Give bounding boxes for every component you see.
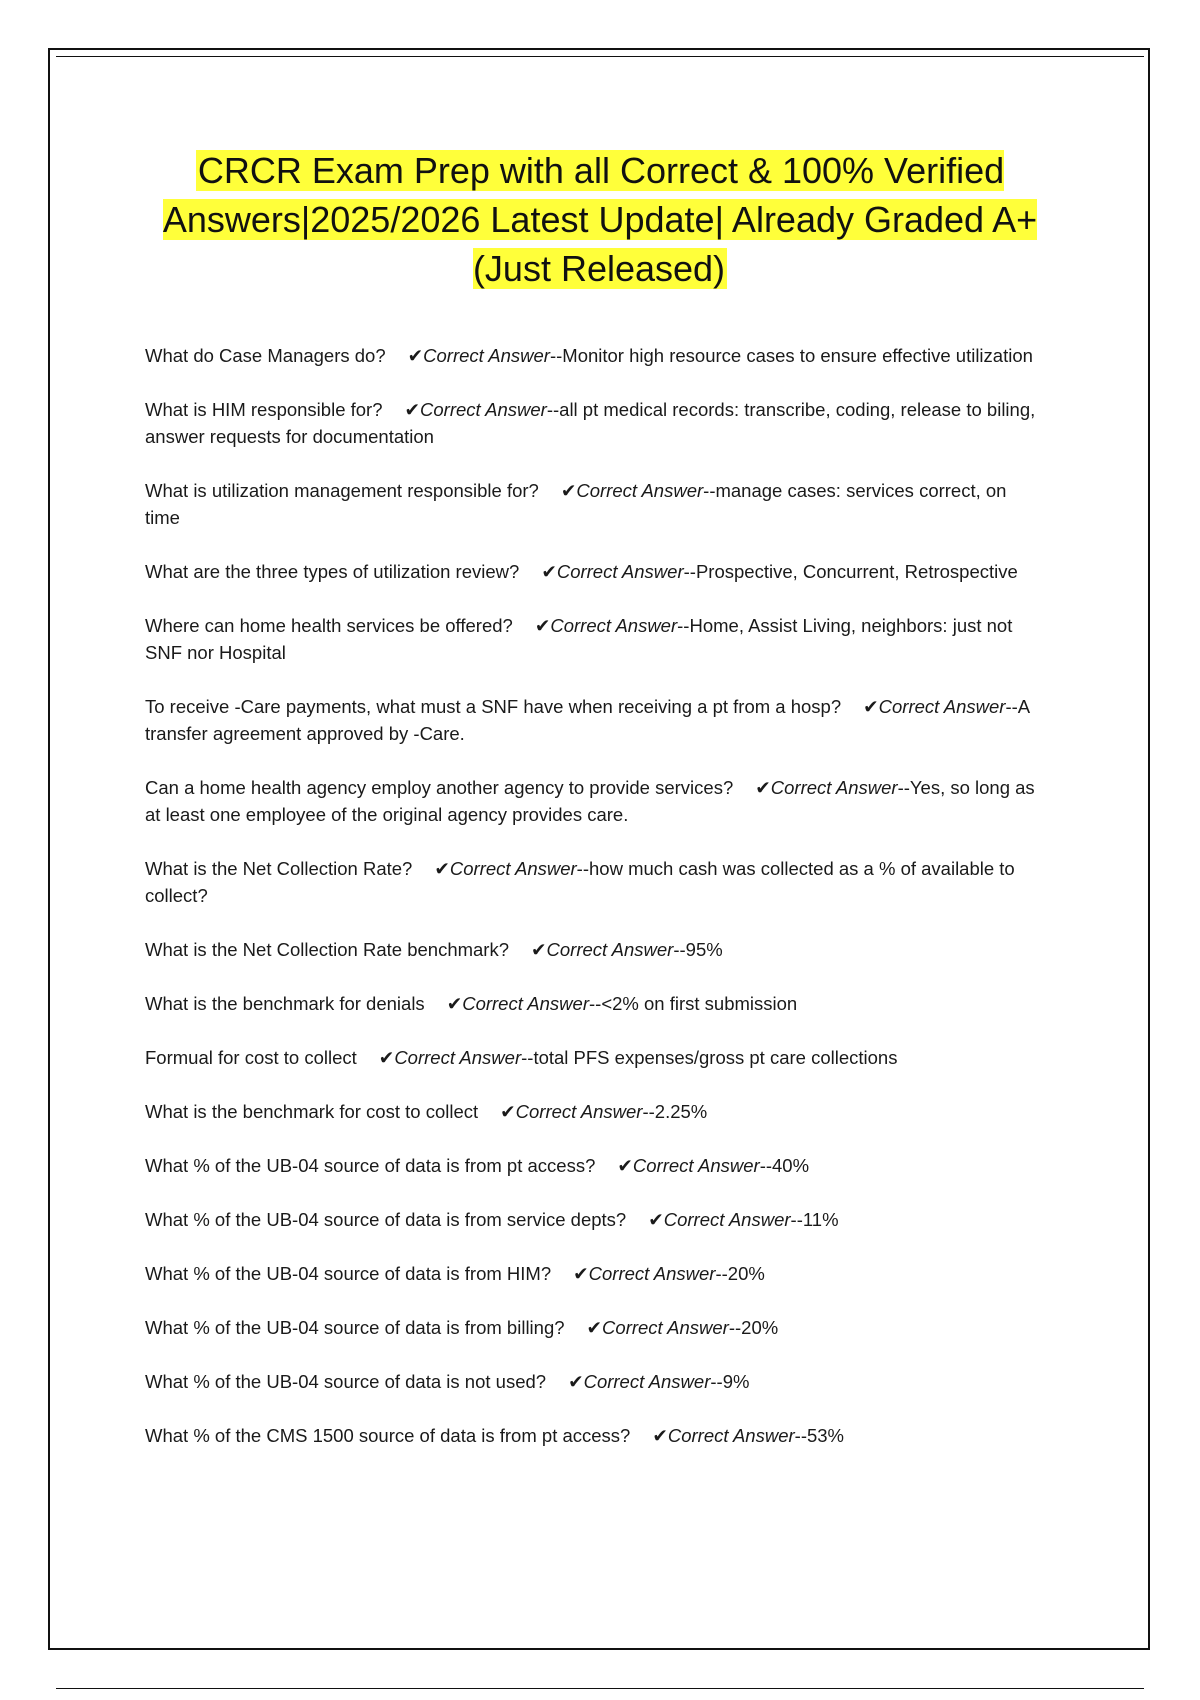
qa-item (145, 1044, 1045, 1071)
qa-item (145, 1260, 1045, 1287)
check-icon: ✔ (652, 1425, 668, 1446)
answer-separator: -- (790, 1209, 803, 1230)
answer-text: A transfer agreement approved by -Care. (145, 696, 1030, 744)
check-icon: ✔ (586, 1317, 603, 1338)
answer-text: Prospective, Concurrent, Retrospective (695, 561, 1018, 582)
answer-label: Correct Answer (576, 480, 704, 501)
qa-item (145, 774, 1045, 828)
answer-label: Correct Answer (583, 1371, 711, 1392)
question-text: What do Case Managers do? (145, 345, 386, 366)
check-icon: ✔ (407, 345, 424, 366)
answer-separator: -- (715, 1263, 728, 1284)
question-text: What is the Net Collection Rate? (145, 858, 413, 879)
answer-label: Correct Answer (667, 1425, 795, 1446)
answer-label: Correct Answer (394, 1047, 522, 1068)
bottom-rule (56, 1688, 1144, 1689)
qa-item (145, 1422, 1045, 1449)
check-icon: ✔ (531, 939, 547, 960)
qa-item (145, 855, 1045, 909)
qa-item (145, 477, 1045, 531)
answer-label: Correct Answer (515, 1101, 643, 1122)
answer-separator: -- (589, 993, 602, 1014)
qa-item (145, 1098, 1045, 1125)
answer-separator: -- (759, 1155, 773, 1176)
answer-label: Correct Answer (878, 696, 1006, 717)
qa-item (145, 558, 1045, 585)
qa-item (145, 342, 1045, 369)
check-icon: ✔ (568, 1371, 584, 1392)
answer-text: 53% (806, 1425, 845, 1446)
answer-label: Correct Answer (550, 615, 678, 636)
answer-text: 11% (802, 1209, 839, 1230)
answer-separator: -- (710, 1371, 723, 1392)
question-text: What are the three types of utilization review? (145, 561, 520, 582)
answer-separator: -- (677, 615, 690, 636)
answer-text: total PFS expenses/gross pt care collections (533, 1047, 898, 1068)
qa-item (145, 990, 1045, 1017)
question-text: What is the benchmark for denials (145, 993, 425, 1014)
qa-item (145, 936, 1045, 963)
answer-separator: -- (794, 1425, 807, 1446)
check-icon: ✔ (863, 696, 879, 717)
answer-separator: -- (549, 345, 563, 366)
question-text: What % of the UB-04 source of data is from service depts? (145, 1209, 627, 1230)
answer-separator: -- (897, 777, 910, 798)
check-icon: ✔ (534, 615, 551, 636)
answer-separator: -- (683, 561, 696, 582)
qa-item (145, 1206, 1045, 1233)
check-icon: ✔ (617, 1155, 633, 1176)
qa-item (145, 612, 1045, 666)
answer-separator: -- (521, 1047, 534, 1068)
answer-label: Correct Answer (462, 993, 589, 1014)
question-text: What is the Net Collection Rate benchmark? (145, 939, 510, 960)
answer-separator: -- (642, 1101, 655, 1122)
answer-separator: -- (703, 480, 716, 501)
answer-text: 95% (685, 939, 723, 960)
answer-label: Correct Answer (420, 399, 547, 420)
question-text: What % of the CMS 1500 source of data is from pt access? (145, 1425, 631, 1446)
answer-text: 9% (722, 1371, 750, 1392)
question-text: What % of the UB-04 source of data is from billing? (145, 1317, 565, 1338)
answer-text: Yes, so long as at least one employee of the original agency provides care. (145, 777, 1035, 825)
question-text: Can a home health agency employ another agency to provide services? (145, 777, 734, 798)
answer-text: Monitor high resource cases to ensure effective utilization (562, 345, 1033, 366)
answer-separator: -- (673, 939, 686, 960)
answer-text: all pt medical records: transcribe, coding, release to biling, answer requests for documentation (145, 399, 1036, 447)
answer-label: Correct Answer (770, 777, 898, 798)
answer-label: Correct Answer (663, 1209, 791, 1230)
answer-text: 20% (741, 1317, 779, 1338)
check-icon: ✔ (648, 1209, 664, 1230)
answer-text: <2% on first submission (601, 993, 798, 1014)
answer-label: Correct Answer (423, 345, 550, 366)
answer-label: Correct Answer (588, 1263, 716, 1284)
qa-item (145, 1152, 1045, 1179)
answer-text: 40% (772, 1155, 810, 1176)
question-text: Formual for cost to collect (145, 1047, 357, 1068)
title-highlight: CRCR Exam Prep with all Correct & 100% Verified Answers|2025/2026 Latest Update| Already Graded A+ (Just Released) (162, 150, 1038, 289)
check-icon: ✔ (755, 777, 771, 798)
check-icon: ✔ (446, 993, 463, 1014)
answer-separator: -- (576, 858, 589, 879)
question-text: What % of the UB-04 source of data is from pt access? (145, 1155, 596, 1176)
qa-item (145, 396, 1045, 450)
answer-text: 20% (727, 1263, 765, 1284)
question-text: What is utilization management responsible for? (145, 480, 539, 501)
check-icon: ✔ (434, 858, 450, 879)
qa-item (145, 1368, 1045, 1395)
question-text: Where can home health services be offered? (145, 615, 513, 636)
question-text: To receive -Care payments, what must a SNF have when receiving a pt from a hosp? (145, 696, 842, 717)
check-icon: ✔ (404, 399, 421, 420)
qa-item (145, 1314, 1045, 1341)
answer-separator: -- (1005, 696, 1018, 717)
answer-separator: -- (546, 399, 560, 420)
question-text: What % of the UB-04 source of data is from HIM? (145, 1263, 552, 1284)
answer-text: how much cash was collected as a % of available to collect? (145, 858, 1015, 906)
answer-label: Correct Answer (546, 939, 674, 960)
check-icon: ✔ (573, 1263, 589, 1284)
top-rule (56, 56, 1144, 57)
question-text: What is the benchmark for cost to collect (145, 1101, 479, 1122)
question-text: What % of the UB-04 source of data is not used? (145, 1371, 547, 1392)
check-icon: ✔ (378, 1047, 395, 1068)
answer-text: 2.25% (654, 1101, 708, 1122)
answer-label: Correct Answer (556, 561, 684, 582)
answer-label: Correct Answer (602, 1317, 729, 1338)
answer-label: Correct Answer (632, 1155, 760, 1176)
document-title (120, 146, 1080, 293)
check-icon: ✔ (500, 1101, 516, 1122)
question-text: What is HIM responsible for? (145, 399, 383, 420)
check-icon: ✔ (560, 480, 577, 501)
answer-text: manage cases: services correct, on time (145, 480, 1007, 528)
qa-item (145, 693, 1045, 747)
answer-text: Home, Assist Living, neighbors: just not SNF nor Hospital (145, 615, 1013, 663)
check-icon: ✔ (541, 561, 557, 582)
answer-label: Correct Answer (449, 858, 577, 879)
qa-list (145, 342, 1045, 1476)
answer-separator: -- (728, 1317, 742, 1338)
